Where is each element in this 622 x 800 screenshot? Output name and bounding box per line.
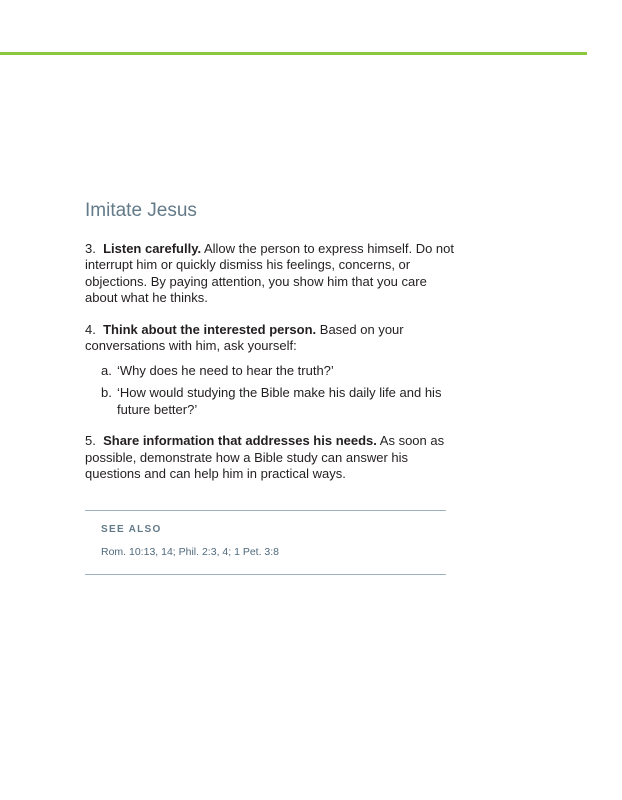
section-heading: Imitate Jesus [85, 200, 197, 221]
list-marker: b. [101, 385, 112, 401]
see-also-title: SEE ALSO [101, 524, 162, 535]
point-4 [85, 322, 455, 355]
point-3 [85, 241, 455, 307]
list-item [85, 363, 455, 380]
point-4-lead: Think about the interested person. [103, 321, 317, 337]
point-3-number: 3. [85, 240, 96, 256]
top-accent-rule [0, 52, 587, 55]
see-also-references[interactable]: Rom. 10:13, 14; Phil. 2:3, 4; 1 Pet. 3:8 [101, 546, 280, 558]
list-marker: a. [101, 362, 112, 378]
point-5-lead: Share information that addresses his needs. [103, 433, 377, 449]
main-content [85, 200, 455, 498]
list-item-text: ‘How would studying the Bible make his daily life and his future better?’ [117, 385, 442, 417]
point-4-questions [85, 363, 455, 419]
point-4-number: 4. [85, 321, 96, 337]
see-also-box [85, 510, 446, 575]
point-3-text: Allow the person to express himself. Do not interrupt him or quickly dismiss his feelings, concerns, or objections. By paying attention, you show him that you care about what he thinks. [85, 240, 454, 306]
list-item [85, 385, 455, 418]
list-item-text: ‘Why does he need to hear the truth?’ [117, 362, 334, 378]
point-5-text: As soon as possible, demonstrate how a Bible study can answer his questions and can help him in practical ways. [85, 433, 445, 482]
point-5 [85, 433, 455, 483]
point-5-number: 5. [85, 433, 96, 449]
point-4-text: Based on your conversations with him, ask yourself: [85, 321, 404, 354]
point-3-lead: Listen carefully. [103, 240, 202, 256]
